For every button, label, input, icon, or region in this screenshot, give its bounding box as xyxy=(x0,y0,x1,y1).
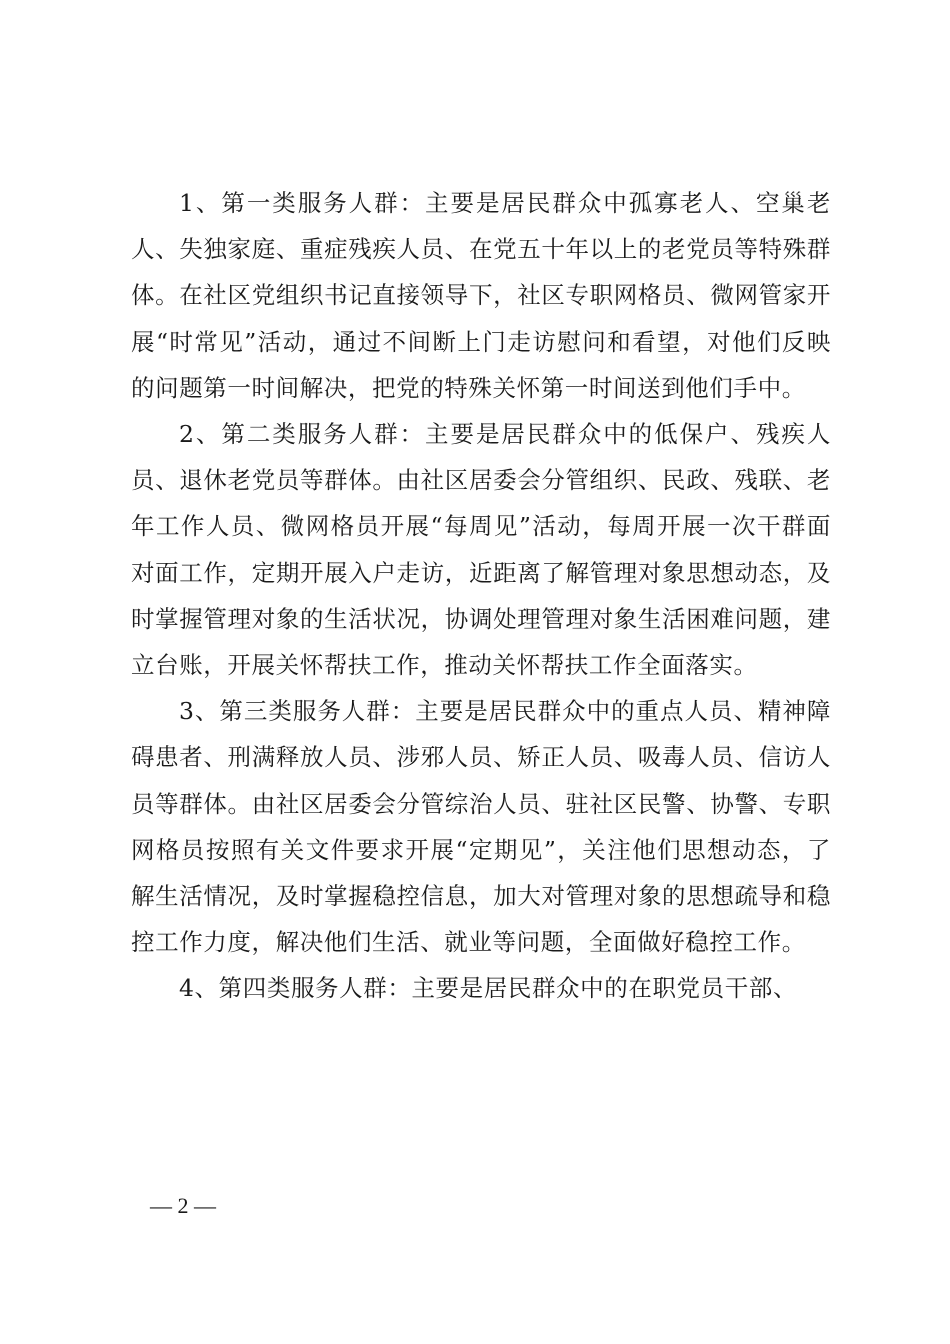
paragraph-3: 3、第三类服务人群：主要是居民群众中的重点人员、精神障碍患者、刑满释放人员、涉邪人员、矫正人员、吸毒人员、信访人员等群体。由社区居委会分管综治人员、驻社区民警、协警、专职网格员按照有关文件要求开展“定期见”，关注他们思想动态，了解生活情况，及时掌握稳控信息，加大对管理对象的思想疏导和稳控工作力度，解决他们生活、就业等问题，全面做好稳控工作。 xyxy=(131,697,831,957)
body-text xyxy=(131,180,831,1012)
paragraph-2: 2、第二类服务人群：主要是居民群众中的低保户、残疾人员、退休老党员等群体。由社区居委会分管组织、民政、残联、老年工作人员、微网格员开展“每周见”活动，每周开展一次干群面对面工作，定期开展入户走访，近距离了解管理对象思想动态，及时掌握管理对象的生活状况，协调处理管理对象生活困难问题，建立台账，开展关怀帮扶工作，推动关怀帮扶工作全面落实。 xyxy=(131,420,831,680)
page-number: — 2 — xyxy=(150,1193,216,1218)
paragraph-4: 4、第四类服务人群：主要是居民群众中的在职党员干部、 xyxy=(179,974,798,1003)
paragraph-1: 1、第一类服务人群：主要是居民群众中孤寡老人、空巢老人、失独家庭、重症残疾人员、在党五十年以上的老党员等特殊群体。在社区党组织书记直接领导下，社区专职网格员、微网管家开展“时常见”活动，通过不间断上门走访慰问和看望，对他们反映的问题第一时间解决，把党的特殊关怀第一时间送到他们手中。 xyxy=(131,189,831,402)
